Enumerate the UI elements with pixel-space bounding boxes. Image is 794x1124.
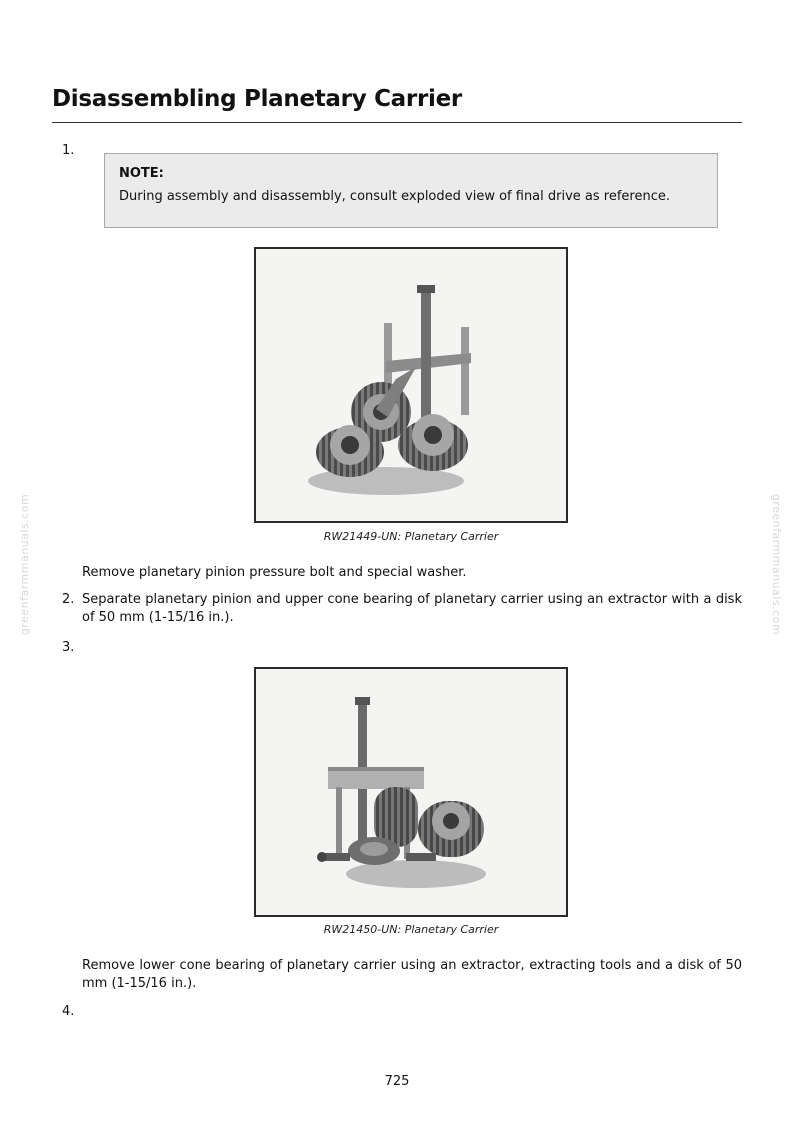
- title-divider: [52, 122, 742, 123]
- figure-planetary-carrier-2: [254, 667, 568, 917]
- note-box: [104, 153, 718, 228]
- planetary-carrier-photo-2: [256, 669, 566, 915]
- instruction-paragraph-1: Remove planetary pinion pressure bolt and special washer.: [82, 565, 467, 580]
- step-text-2: Separate planetary pinion and upper cone bearing of planetary carrier using an extractor with a disk of 50 mm (1-15/16 in.).: [82, 592, 742, 625]
- figure-planetary-carrier-1: [254, 247, 568, 523]
- note-label: NOTE:: [119, 166, 164, 181]
- figure-caption-2: RW21450-UN: Planetary Carrier: [323, 923, 499, 936]
- step-number-3: 3.: [62, 640, 75, 655]
- note-text: During assembly and disassembly, consult exploded view of final drive as reference.: [119, 189, 671, 204]
- step-number-2: 2.: [62, 592, 75, 607]
- instruction-paragraph-2: Remove lower cone bearing of planetary carrier using an extractor, extracting tools and a disk of 50 mm (1-15/16 in.).: [82, 958, 742, 991]
- watermark-left: greenfarmmanuals.com: [18, 493, 32, 636]
- step-number-1: 1.: [62, 143, 75, 158]
- page-title: Disassembling Planetary Carrier: [52, 86, 462, 112]
- planetary-carrier-photo-1: [256, 249, 566, 521]
- figure-caption-1: RW21449-UN: Planetary Carrier: [323, 530, 499, 543]
- step-number-4: 4.: [62, 1004, 75, 1019]
- watermark-right: greenfarmmanuals.com: [770, 493, 784, 636]
- page-number: 725: [384, 1074, 410, 1089]
